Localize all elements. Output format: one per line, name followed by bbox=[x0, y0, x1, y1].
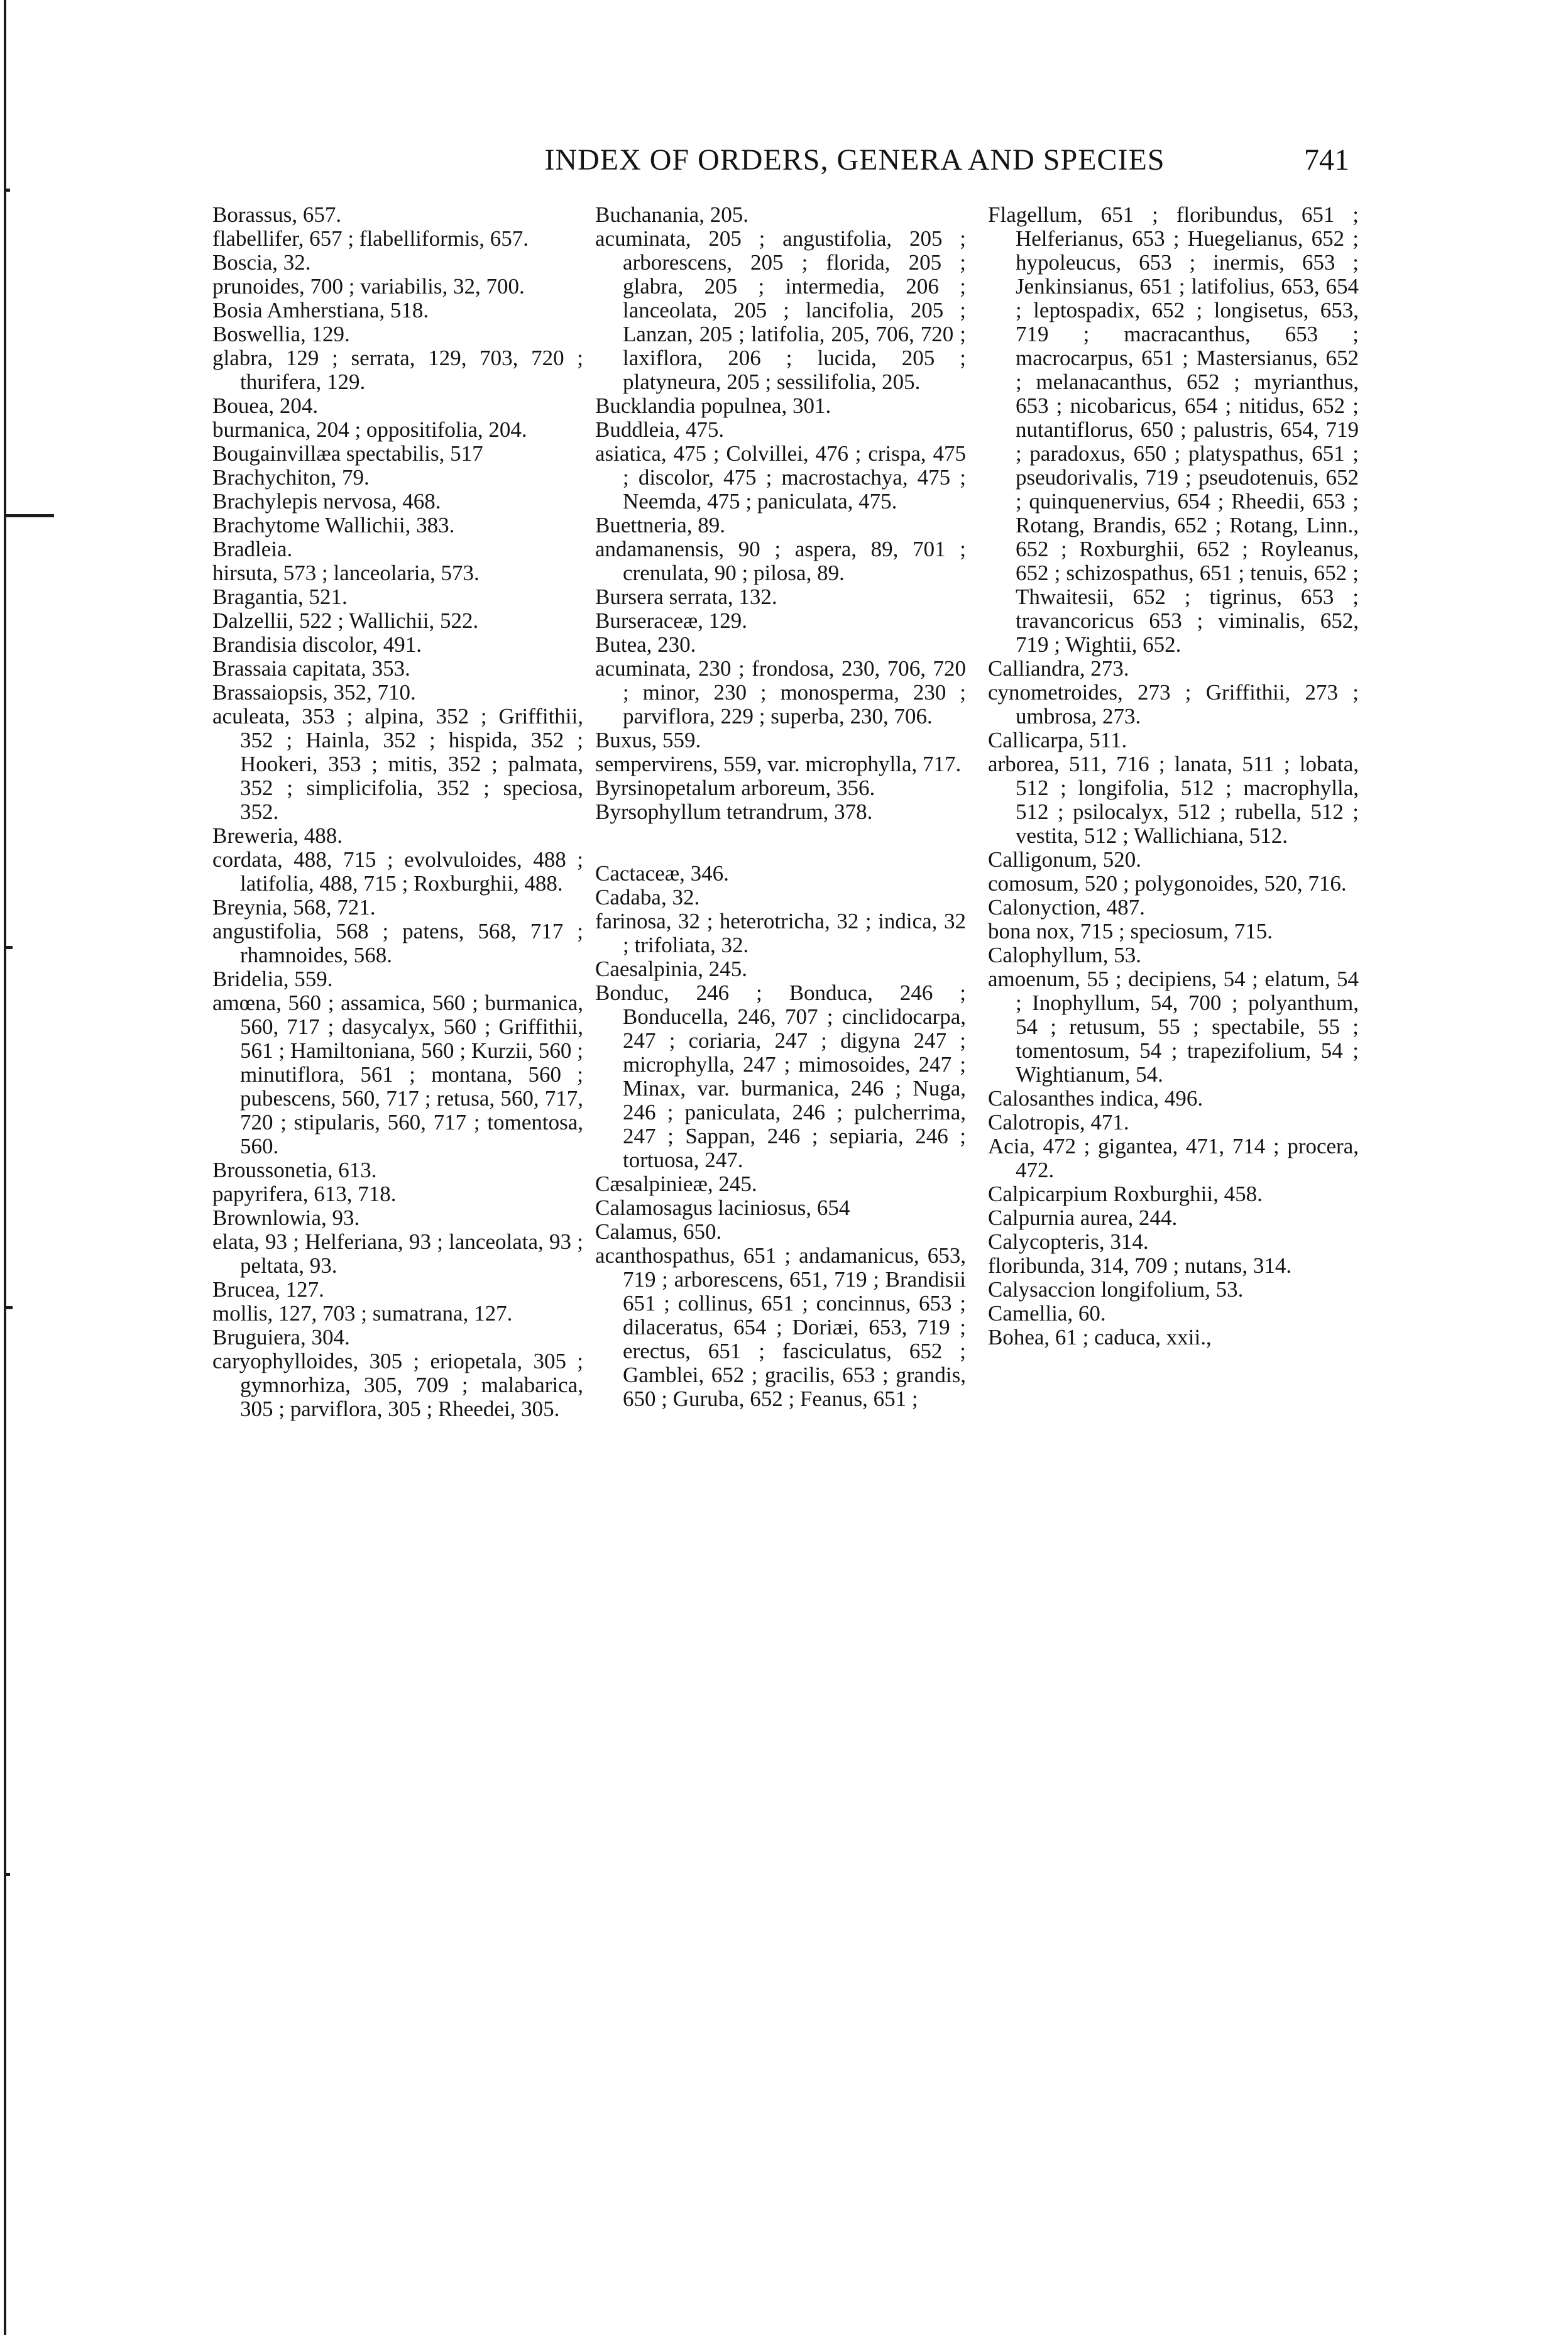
index-entry: Callicarpa, 511. bbox=[988, 728, 1127, 752]
index-entry: elata, 93 ; Helferiana, 93 ; lanceolata, 93 ; peltata, 93. bbox=[212, 1229, 583, 1278]
index-entry: cynometroides, 273 ; Griffithii, 273 ; umbrosa, 273. bbox=[988, 680, 1359, 728]
index-entry: acuminata, 205 ; angustifolia, 205 ; arborescens, 205 ; florida, 205 ; glabra, 205 ; intermedia, 206 ; lanceolata, 205 ; lancifolia, 205 ; Lanzan, 205 ; latifolia, 205, 706, 720 ; laxiflora, 206 ; lucida, 205 ; platyneura, 205 ; sessilifolia, 205. bbox=[595, 226, 966, 394]
index-entry: andamanensis, 90 ; aspera, 89, 701 ; crenulata, 90 ; pilosa, 89. bbox=[595, 537, 966, 585]
page-edge-rule bbox=[4, 0, 6, 2335]
index-entry: Calpicarpium Roxburghii, 458. bbox=[988, 1182, 1263, 1206]
index-entry: Cactaceæ, 346. bbox=[595, 861, 729, 886]
index-entry: floribunda, 314, 709 ; nutans, 314. bbox=[988, 1253, 1292, 1278]
index-entry: Calysaccion longifolium, 53. bbox=[988, 1277, 1244, 1302]
index-entry: Cadaba, 32. bbox=[595, 885, 700, 909]
index-entry: acuminata, 230 ; frondosa, 230, 706, 720 ; minor, 230 ; monosperma, 230 ; parviflora, 229 ; superba, 230, 706. bbox=[595, 656, 966, 728]
index-entry: Calonyction, 487. bbox=[988, 895, 1145, 920]
index-entry: Acia, 472 ; gigantea, 471, 714 ; procera, 472. bbox=[988, 1134, 1359, 1182]
index-entry: arborea, 511, 716 ; lanata, 511 ; lobata, 512 ; longifolia, 512 ; macrophylla, 512 ; psilocalyx, 512 ; rubella, 512 ; vestita, 512 ; Wallichiana, 512. bbox=[988, 752, 1359, 848]
edge-mark bbox=[4, 1306, 13, 1309]
index-entry: Breynia, 568, 721. bbox=[212, 895, 376, 920]
index-entry: Butea, 230. bbox=[595, 632, 696, 657]
index-entry: Boscia, 32. bbox=[212, 250, 311, 275]
index-entry: Burseraceæ, 129. bbox=[595, 608, 748, 633]
index-entry: Bonduc, 246 ; Bonduca, 246 ; Bonducella, 246, 707 ; cinclidocarpa, 247 ; coriaria, 247 ; digyna 247 ; microphylla, 247 ; mimosoides, 247 ; Minax, var. burmanica, 246 ; Nuga, 246 ; paniculata, 246 ; pulcherrima, 247 ; Sappan, 246 ; sepiaria, 246 ; tortuosa, 247. bbox=[595, 981, 966, 1172]
index-entry: Calligonum, 520. bbox=[988, 847, 1142, 872]
index-entry: Brachytome Wallichii, 383. bbox=[212, 513, 455, 537]
index-entry: Caesalpinia, 245. bbox=[595, 957, 748, 981]
index-column-1 bbox=[212, 203, 583, 2296]
index-entry: Bouea, 204. bbox=[212, 393, 319, 418]
index-entry: comosum, 520 ; polygonoides, 520, 716. bbox=[988, 871, 1347, 896]
index-entry: Brownlowia, 93. bbox=[212, 1206, 360, 1230]
index-entry: bona nox, 715 ; speciosum, 715. bbox=[988, 919, 1273, 943]
index-entry: farinosa, 32 ; heterotricha, 32 ; indica, 32 ; trifoliata, 32. bbox=[595, 909, 966, 957]
index-entry: Cæsalpinieæ, 245. bbox=[595, 1172, 757, 1196]
edge-mark bbox=[4, 1873, 10, 1876]
index-entry: glabra, 129 ; serrata, 129, 703, 720 ; thurifera, 129. bbox=[212, 346, 583, 394]
index-entry: Buxus, 559. bbox=[595, 728, 701, 752]
index-entry: Boswellia, 129. bbox=[212, 322, 350, 346]
index-entry: Brassaiopsis, 352, 710. bbox=[212, 680, 416, 705]
index-entry: Calosanthes indica, 496. bbox=[988, 1086, 1203, 1111]
index-entry: Calophyllum, 53. bbox=[988, 943, 1142, 967]
index-entry: Bradleia. bbox=[212, 537, 293, 561]
index-entry: caryophylloides, 305 ; eriopetala, 305 ; gymnorhiza, 305, 709 ; malabarica, 305 ; parviflora, 305 ; Rheedei, 305. bbox=[212, 1349, 583, 1421]
index-entry: Byrsophyllum tetrandrum, 378. bbox=[595, 799, 873, 824]
index-entry: hirsuta, 573 ; lanceolaria, 573. bbox=[212, 561, 480, 585]
index-entry: asiatica, 475 ; Colvillei, 476 ; crispa, 475 ; discolor, 475 ; macrostachya, 475 ; Neemda, 475 ; paniculata, 475. bbox=[595, 441, 966, 514]
index-entry: Bucklandia populnea, 301. bbox=[595, 393, 831, 418]
index-entry: Bruguiera, 304. bbox=[212, 1325, 350, 1349]
index-entry: Bougainvillæa spectabilis, 517 bbox=[212, 441, 483, 466]
index-entry: Borassus, 657. bbox=[212, 203, 342, 227]
page-title: INDEX OF ORDERS, GENERA AND SPECIES bbox=[544, 143, 1165, 177]
edge-mark bbox=[4, 946, 13, 949]
index-entry: Bragantia, 521. bbox=[212, 585, 348, 609]
index-entry: Bohea, 61 ; caduca, xxii., bbox=[988, 1325, 1212, 1349]
index-entry: Buettneria, 89. bbox=[595, 513, 726, 537]
index-entry: Calycopteris, 314. bbox=[988, 1229, 1149, 1254]
index-column-2 bbox=[595, 203, 966, 2296]
index-entry: Breweria, 488. bbox=[212, 823, 343, 848]
index-entry: amoenum, 55 ; decipiens, 54 ; elatum, 54 ; Inophyllum, 54, 700 ; polyanthum, 54 ; retusum, 55 ; spectabile, 55 ; tomentosum, 54 ; trapezifolium, 54 ; Wightianum, 54. bbox=[988, 967, 1359, 1087]
index-entry: Brucea, 127. bbox=[212, 1277, 324, 1302]
index-entry: Byrsinopetalum arboreum, 356. bbox=[595, 776, 875, 800]
index-entry: Bursera serrata, 132. bbox=[595, 585, 777, 609]
index-entry: sempervirens, 559, var. microphylla, 717. bbox=[595, 752, 962, 776]
index-entry: Calamus, 650. bbox=[595, 1219, 722, 1244]
index-entry: Bosia Amherstiana, 518. bbox=[212, 298, 429, 322]
index-entry: Calpurnia aurea, 244. bbox=[988, 1206, 1178, 1230]
index-entry: Brachylepis nervosa, 468. bbox=[212, 489, 441, 514]
index-entry: angustifolia, 568 ; patens, 568, 717 ; rhamnoides, 568. bbox=[212, 919, 583, 967]
index-entry: prunoides, 700 ; variabilis, 32, 700. bbox=[212, 274, 525, 299]
index-entry: Flagellum, 651 ; floribundus, 651 ; Helferianus, 653 ; Huegelianus, 652 ; hypoleucus, 653 ; inermis, 653 ; Jenkinsianus, 651 ; latifolius, 653, 654 ; leptospadix, 652 ; longisetus, 653, 719 ; macracanthus, 653 ; macrocarpus, 651 ; Mastersianus, 652 ; melanacanthus, 652 ; myrianthus, 653 ; nicobaricus, 654 ; nitidus, 652 ; nutantiflorus, 650 ; palustris, 654, 719 ; paradoxus, 650 ; platyspathus, 651 ; pseudorivalis, 719 ; pseudotenuis, 652 ; quinquenervius, 654 ; Rheedii, 653 ; Rotang, Brandis, 652 ; Rotang, Linn., 652 ; Roxburghii, 652 ; Royleanus, 652 ; schizospathus, 651 ; tenuis, 652 ; Thwaitesii, 652 ; tigrinus, 653 ; travancoricus 653 ; viminalis, 652, 719 ; Wightii, 652. bbox=[988, 203, 1359, 657]
index-entry: Bridelia, 559. bbox=[212, 967, 333, 991]
index-entry: burmanica, 204 ; oppositifolia, 204. bbox=[212, 417, 527, 442]
index-entry: Calotropis, 471. bbox=[988, 1110, 1129, 1135]
index-entry: papyrifera, 613, 718. bbox=[212, 1182, 397, 1206]
index-entry: Dalzellii, 522 ; Wallichii, 522. bbox=[212, 608, 479, 633]
page-number: 741 bbox=[1304, 143, 1349, 177]
index-entry: Calamosagus laciniosus, 654 bbox=[595, 1195, 850, 1220]
index-entry: Buddleia, 475. bbox=[595, 417, 725, 442]
index-column-3 bbox=[988, 203, 1359, 2296]
index-entry: Broussonetia, 613. bbox=[212, 1158, 377, 1182]
index-entry: acanthospathus, 651 ; andamanicus, 653, 719 ; arborescens, 651, 719 ; Brandisii 651 ; collinus, 651 ; concinnus, 653 ; dilaceratus, 654 ; Doriæi, 653, 719 ; erectus, 651 ; fasciculatus, 652 ; Gamblei, 652 ; gracilis, 653 ; grandis, 650 ; Guruba, 652 ; Feanus, 651 ; bbox=[595, 1243, 966, 1411]
index-entry: Camellia, 60. bbox=[988, 1301, 1106, 1326]
index-entry: cordata, 488, 715 ; evolvuloides, 488 ; latifolia, 488, 715 ; Roxburghii, 488. bbox=[212, 847, 583, 896]
index-entry: flabellifer, 657 ; flabelliformis, 657. bbox=[212, 226, 529, 251]
index-entry: Brandisia discolor, 491. bbox=[212, 632, 422, 657]
index-entry: Brassaia capitata, 353. bbox=[212, 656, 410, 681]
index-entry: Brachychiton, 79. bbox=[212, 465, 370, 490]
index-entry: amœna, 560 ; assamica, 560 ; burmanica, 560, 717 ; dasycalyx, 560 ; Griffithii, 561 ; Hamiltoniana, 560 ; Kurzii, 560 ; minutiflora, 561 ; montana, 560 ; pubescens, 560, 717 ; retusa, 560, 717, 720 ; stipularis, 560, 717 ; tomentosa, 560. bbox=[212, 991, 583, 1158]
index-entry: mollis, 127, 703 ; sumatrana, 127. bbox=[212, 1301, 513, 1326]
index-entry: Buchanania, 205. bbox=[595, 203, 748, 227]
index-entry: aculeata, 353 ; alpina, 352 ; Griffithii, 352 ; Hainla, 352 ; hispida, 352 ; Hookeri, 353 ; mitis, 352 ; palmata, 352 ; simplicifolia, 352 ; speciosa, 352. bbox=[212, 704, 583, 824]
edge-mark bbox=[4, 189, 10, 192]
edge-mark bbox=[4, 514, 54, 517]
index-entry: Calliandra, 273. bbox=[988, 656, 1129, 681]
